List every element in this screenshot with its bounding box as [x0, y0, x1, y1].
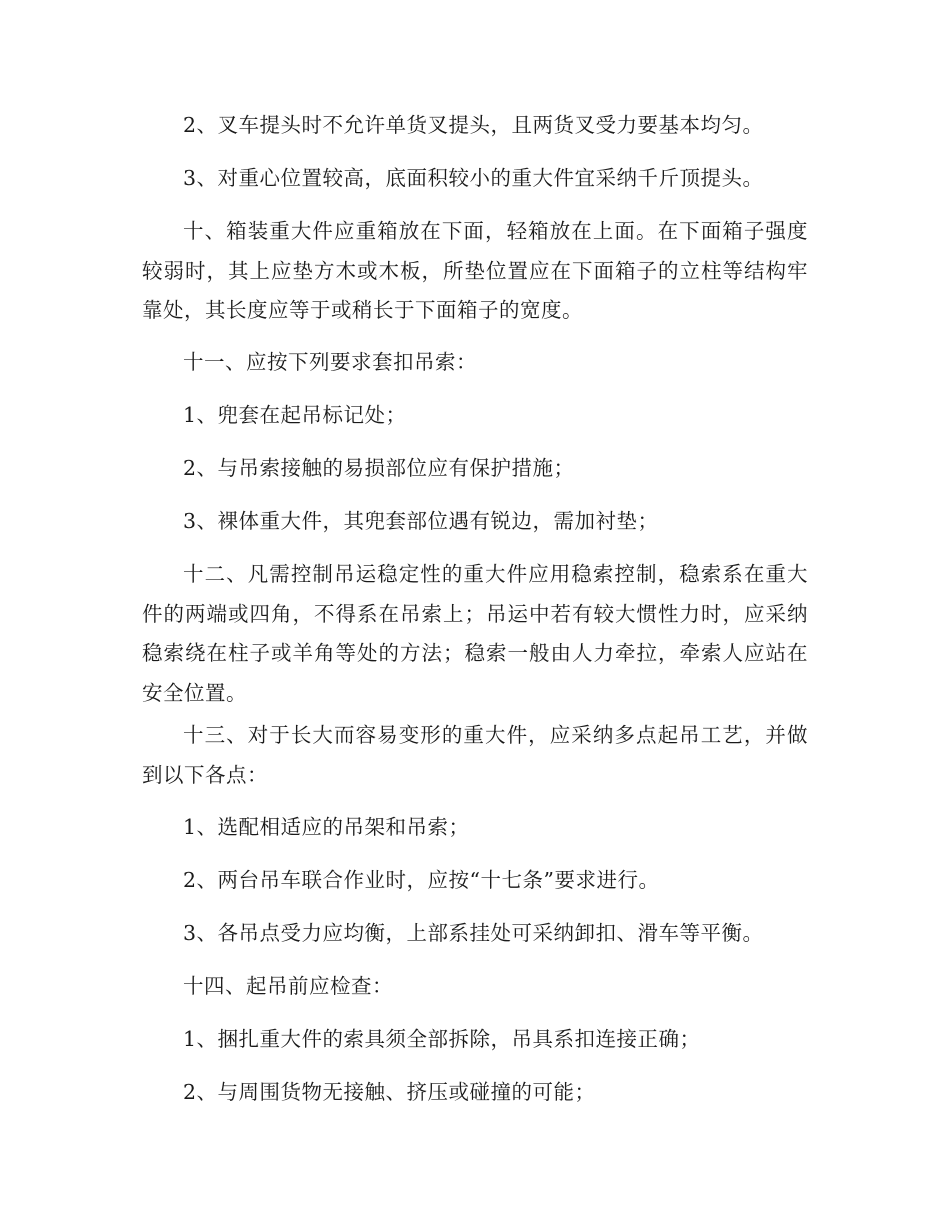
paragraph-two-cranes: 2、两台吊车联合作业时，应按“十七条”要求进行。 [183, 868, 660, 892]
paragraph-select-spreader: 1、选配相适应的吊架和吊索； [183, 815, 470, 839]
paragraph-section-13-multipoint-lifting: 十三、对于长大而容易变形的重大件，应采纳多点起吊工艺，并做到以下各点： [142, 723, 808, 787]
paragraph-protect-fragile-parts: 2、与吊索接触的易损部位应有保护措施； [183, 456, 575, 480]
paragraph-sling-at-mark: 1、兜套在起吊标记处； [183, 403, 407, 427]
paragraph-section-10-box-stacking: 十、箱装重大件应重箱放在下面，轻箱放在上面。在下面箱子强度较弱时，其上应垫方木或木板，所垫位置应在下面箱子的立柱等结构牢靠处，其长度应等于或稍长于下面箱子的宽度。 [142, 219, 808, 322]
paragraph-section-12-stabilizing-rope: 十二、凡需控制吊运稳定性的重大件应用稳索控制，稳索系在重大件的两端或四角，不得系在吊索上；吊运中若有较大惯性力时，应采纳稳索绕在柱子或羊角等处的方法；稳索一般由人力牵拉，牵索人应站在安全位置。 [142, 562, 808, 705]
paragraph-section-14-heading: 十四、起吊前应检查： [183, 974, 393, 998]
paragraph-section-11-heading: 十一、应按下列要求套扣吊索： [183, 350, 477, 374]
paragraph-jack-lifting: 3、对重心位置较高，底面积较小的重大件宜采纳千斤顶提头。 [183, 166, 764, 190]
paragraph-forklift-single-fork: 2、叉车提头时不允许单货叉提头，且两货叉受力要基本均匀。 [183, 113, 764, 137]
paragraph-no-contact: 2、与周围货物无接触、挤压或碰撞的可能； [183, 1080, 596, 1104]
paragraph-balanced-load: 3、各吊点受力应均衡，上部系挂处可采纳卸扣、滑车等平衡。 [183, 921, 764, 945]
paragraph-sharp-edge-padding: 3、裸体重大件，其兜套部位遇有锐边，需加衬垫； [183, 509, 659, 533]
paragraph-remove-rigging: 1、捆扎重大件的索具须全部拆除，吊具系扣连接正确； [183, 1027, 701, 1051]
